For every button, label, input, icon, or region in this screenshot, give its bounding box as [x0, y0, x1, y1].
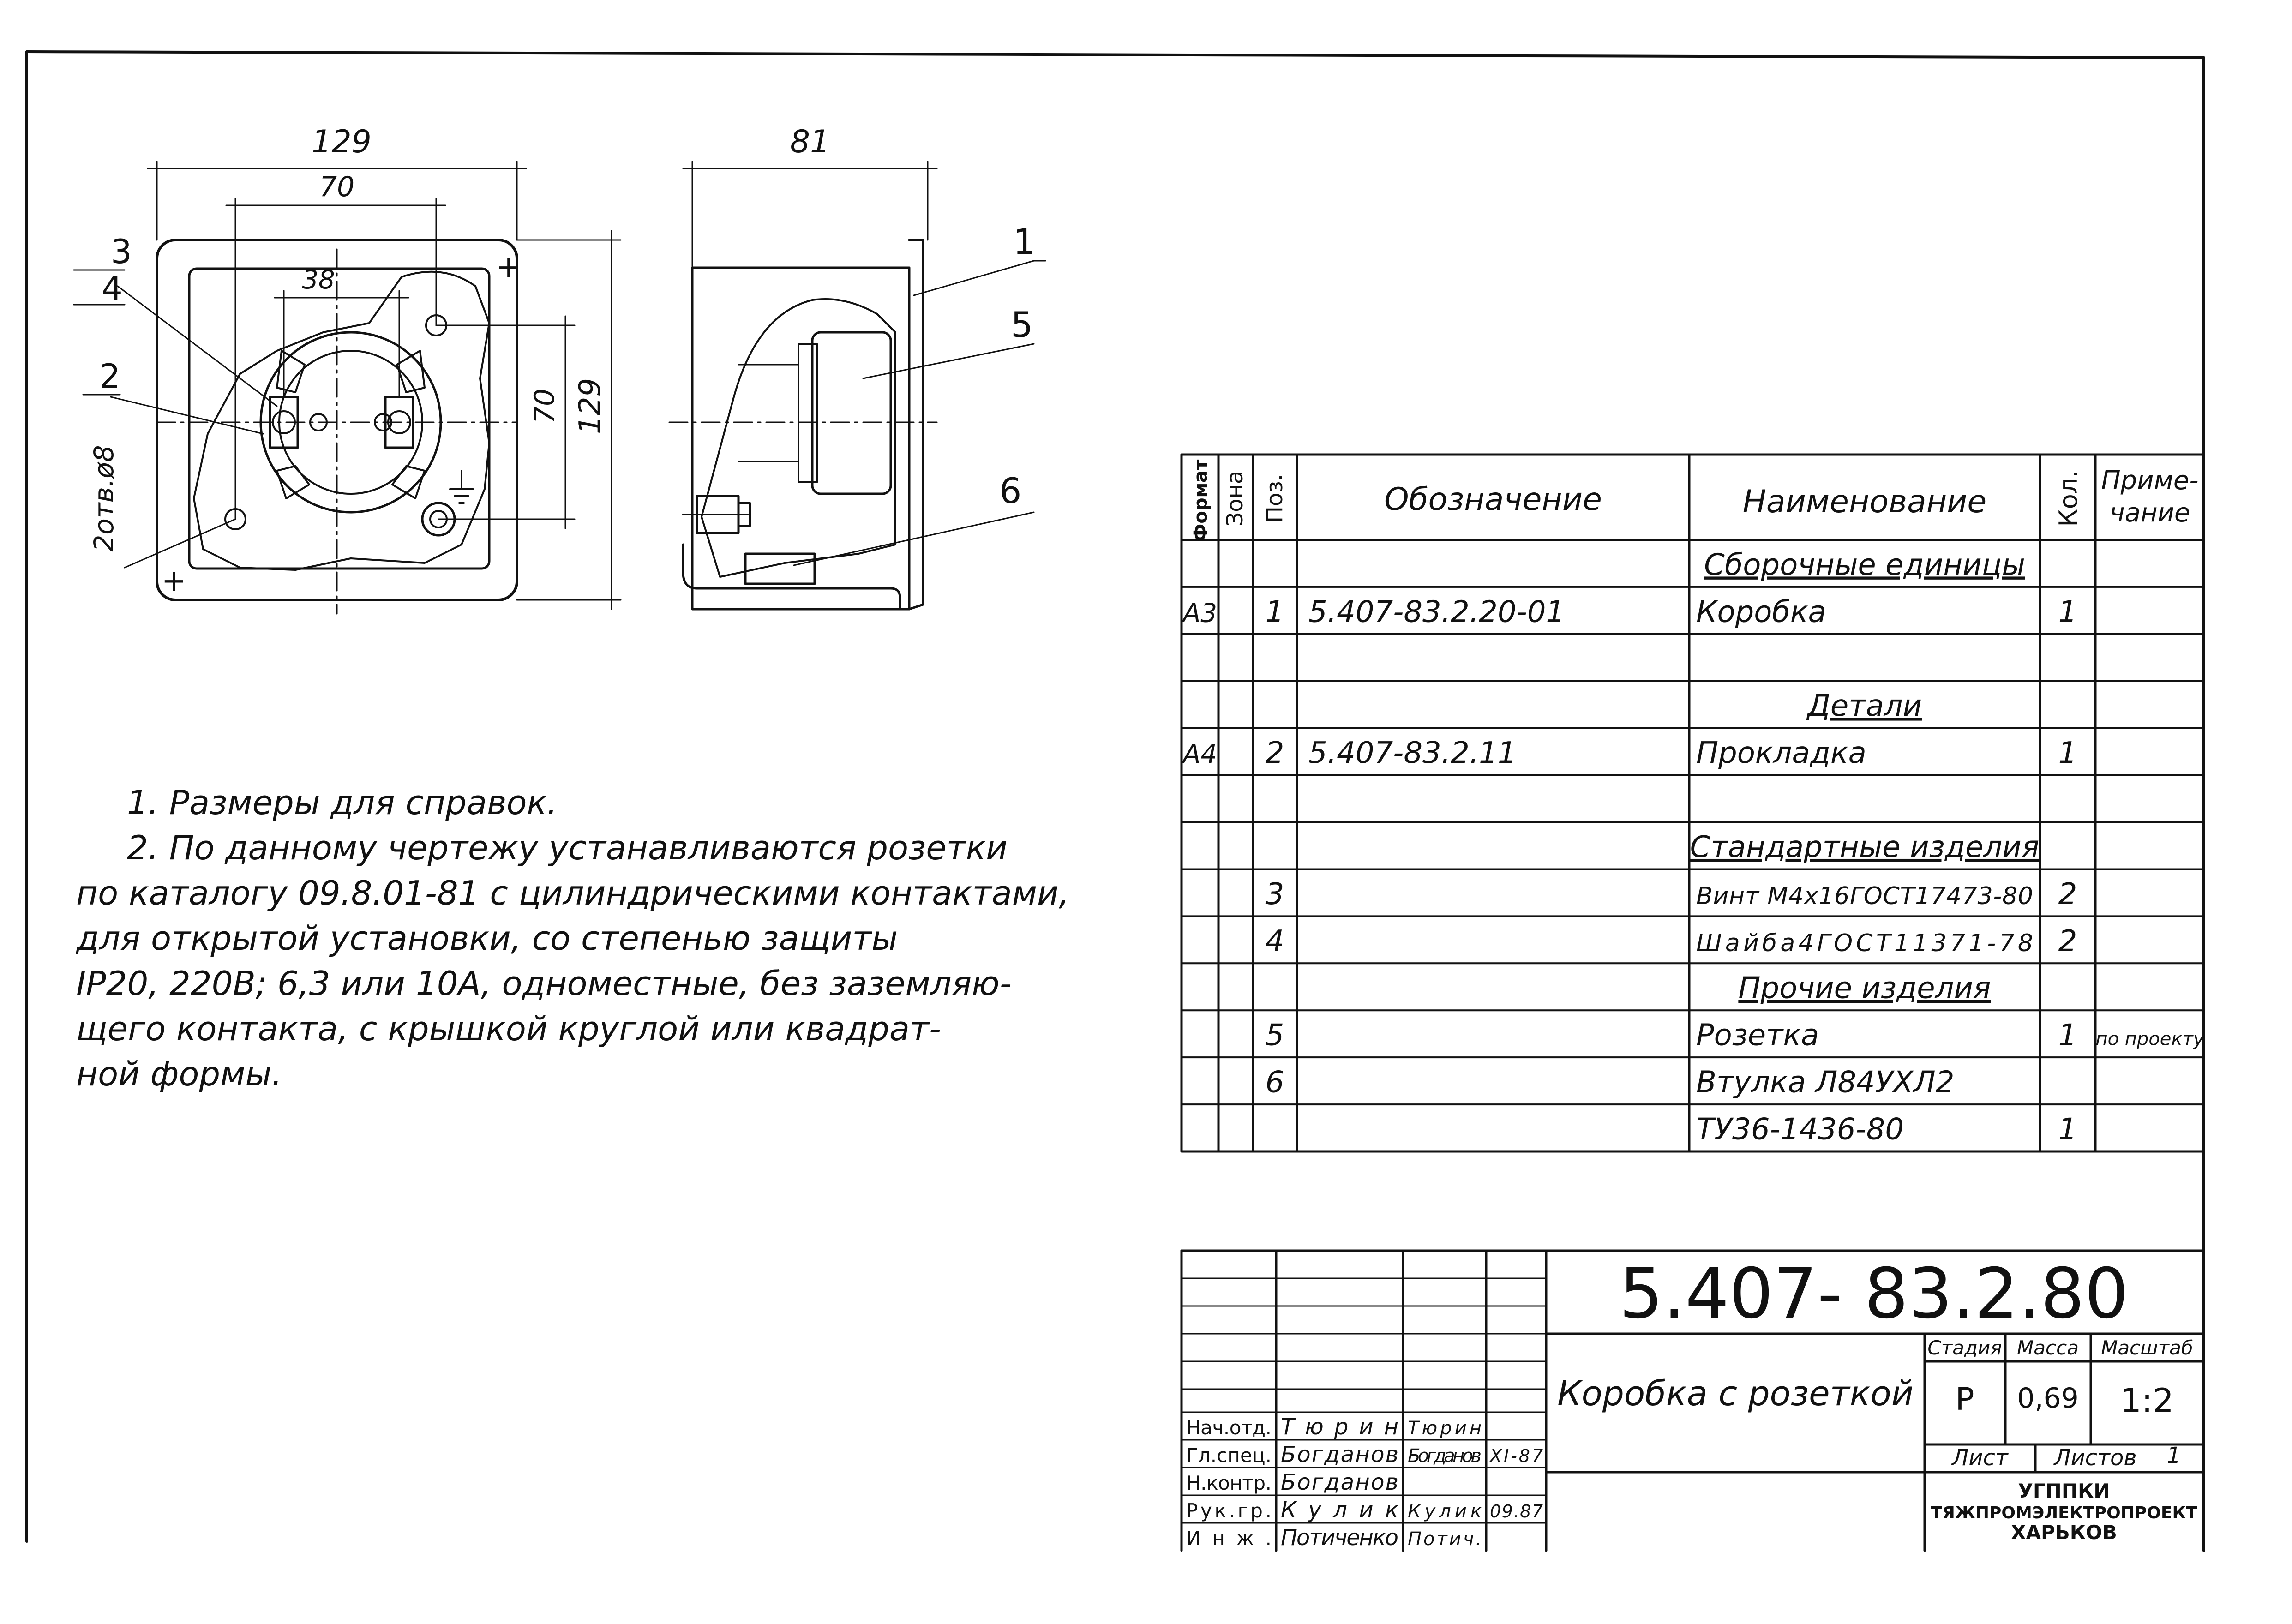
scale-label: Масштаб	[2101, 1336, 2193, 1359]
signer-role: Н.контр.	[1186, 1472, 1272, 1494]
header-note-1: Приме-	[2101, 466, 2199, 496]
signer-name: Богданов	[1281, 1469, 1398, 1495]
spec-cell-pos: 5	[1265, 1018, 1284, 1053]
header-qty: Кол.	[2054, 470, 2083, 527]
stage-value: Р	[1955, 1381, 1974, 1418]
note-line: 2. По данному чертежу устанавливаются розетки	[127, 828, 1008, 867]
signer-name: Богданов	[1281, 1442, 1398, 1468]
org-line-1: УГППКИ	[2018, 1480, 2110, 1502]
spec-cell-qty: 1	[2058, 1112, 2077, 1147]
spec-section-heading: Стандартные изделия	[1690, 830, 2040, 864]
callout-1: 1	[1013, 221, 1036, 262]
document-title: Коробка с розеткой	[1557, 1374, 1914, 1414]
spec-cell-pos: 1	[1265, 595, 1284, 629]
signer-signature: Кулик	[1408, 1501, 1482, 1522]
sheet-label: Лист	[1952, 1445, 2008, 1471]
callout-5: 5	[1011, 304, 1033, 345]
signer-role: Рук.гр.	[1186, 1499, 1272, 1522]
signer-date: 09.87	[1490, 1501, 1543, 1522]
org-line-2: ТЯЖПРОМЭЛЕКТРОПРОЕКТ	[1931, 1504, 2197, 1522]
header-name: Наименование	[1742, 484, 1987, 520]
spec-cell-pos: 6	[1265, 1065, 1284, 1100]
spec-cell-note: по проекту	[2095, 1028, 2204, 1050]
spec-section-heading: Прочие изделия	[1738, 971, 1991, 1006]
dim-depth: 81	[790, 124, 830, 160]
sheets-label: Листов	[2054, 1445, 2137, 1471]
header-pos: Поз.	[1262, 473, 1288, 523]
sheets-value: 1	[2166, 1443, 2181, 1468]
header-format: Формат	[1190, 459, 1212, 542]
spec-section-heading: Сборочные единицы	[1704, 548, 2025, 582]
header-note-2: чание	[2109, 498, 2190, 528]
signer-role: Инж.	[1186, 1527, 1272, 1550]
callout-4: 4	[102, 269, 123, 308]
dim-holes: 2отв.ø8	[88, 445, 120, 552]
dim-mount-spacing: 70	[319, 171, 355, 203]
title-block-signers	[1186, 1414, 1543, 1551]
header-designation: Обозначение	[1384, 481, 1602, 518]
plus-mark-top: +	[496, 250, 521, 284]
spec-cell-qty: 1	[2058, 736, 2077, 771]
spec-cell-name: Коробка	[1696, 595, 1826, 629]
dim-socket-spacing: 38	[302, 265, 335, 295]
spec-cell-qty: 2	[2058, 924, 2077, 959]
callout-6: 6	[999, 470, 1022, 511]
note-line: по каталогу 09.8.01-81 с цилиндрическими контактами,	[76, 874, 1069, 912]
document-code: 5.407- 83.2.80	[1619, 1254, 2129, 1334]
title-block-text	[1557, 1254, 2197, 1544]
spec-table-lines	[1182, 455, 2204, 1151]
dim-overall-height: 129	[573, 378, 607, 435]
spec-table-header	[1190, 459, 2198, 542]
note-line: 1. Размеры для справок.	[127, 783, 558, 822]
drawing-notes	[76, 780, 1138, 1097]
org-line-3: ХАРЬКОВ	[2011, 1521, 2117, 1544]
signer-name: Потиченко	[1281, 1525, 1398, 1551]
spec-cell-qty: 1	[2058, 595, 2077, 629]
front-view	[74, 162, 621, 614]
spec-cell-format: А3	[1183, 598, 1217, 629]
spec-cell-format: А4	[1183, 739, 1217, 770]
spec-section-heading: Детали	[1807, 689, 1922, 724]
signer-name: Тюрин	[1281, 1414, 1398, 1440]
mass-label: Масса	[2017, 1336, 2079, 1359]
side-view	[669, 162, 1045, 609]
header-zone: Зона	[1222, 470, 1248, 527]
signer-date: XI-87	[1490, 1446, 1543, 1466]
note-line: щего контакта, с крышкой круглой или квадрат-	[76, 1009, 941, 1048]
signer-signature: Богданов	[1408, 1445, 1482, 1467]
mass-value: 0,69	[2017, 1382, 2079, 1414]
spec-cell-name: Розетка	[1696, 1018, 1819, 1053]
spec-cell-qty: 2	[2058, 877, 2077, 911]
note-line: IP20, 220В; 6,3 или 10А, одноместные, без заземляю-	[76, 964, 1012, 1003]
dim-overall-width: 129	[312, 124, 372, 160]
signer-role: Нач.отд.	[1186, 1416, 1272, 1439]
spec-cell-pos: 2	[1265, 736, 1284, 771]
spec-cell-pos: 3	[1265, 877, 1284, 911]
spec-cell-name: Втулка Л84УХЛ2	[1696, 1065, 1955, 1100]
signer-signature: Тюрин	[1408, 1418, 1482, 1439]
side-view-labels	[790, 124, 1036, 511]
scale-value: 1:2	[2120, 1381, 2174, 1420]
spec-cell-name: ТУ36-1436-80	[1696, 1112, 1904, 1147]
front-view-dimensions	[88, 124, 607, 598]
signer-signature: Потич.	[1408, 1528, 1482, 1550]
spec-cell-designation: 5.407-83.2.20-01	[1308, 595, 1565, 629]
spec-cell-name: Прокладка	[1696, 736, 1866, 771]
note-line: ной формы.	[76, 1055, 282, 1093]
spec-cell-pos: 4	[1265, 924, 1284, 959]
callout-3: 3	[111, 232, 132, 271]
spec-cell-name: Винт М4х16ГОСТ17473-80	[1696, 882, 2033, 910]
callout-2: 2	[99, 357, 120, 396]
spec-cell-designation: 5.407-83.2.11	[1308, 736, 1517, 771]
spec-cell-qty: 1	[2058, 1018, 2077, 1053]
signer-name: Кулик	[1281, 1497, 1398, 1523]
note-line: для открытой установки, со степенью защиты	[76, 919, 898, 958]
signer-role: Гл.спец.	[1186, 1444, 1272, 1467]
stage-label: Стадия	[1927, 1336, 2002, 1359]
dim-vertical-spacing: 70	[528, 388, 561, 424]
plus-mark-bottom: +	[162, 564, 186, 598]
spec-cell-name: Шайба4ГОСТ11371-78	[1696, 929, 2033, 957]
